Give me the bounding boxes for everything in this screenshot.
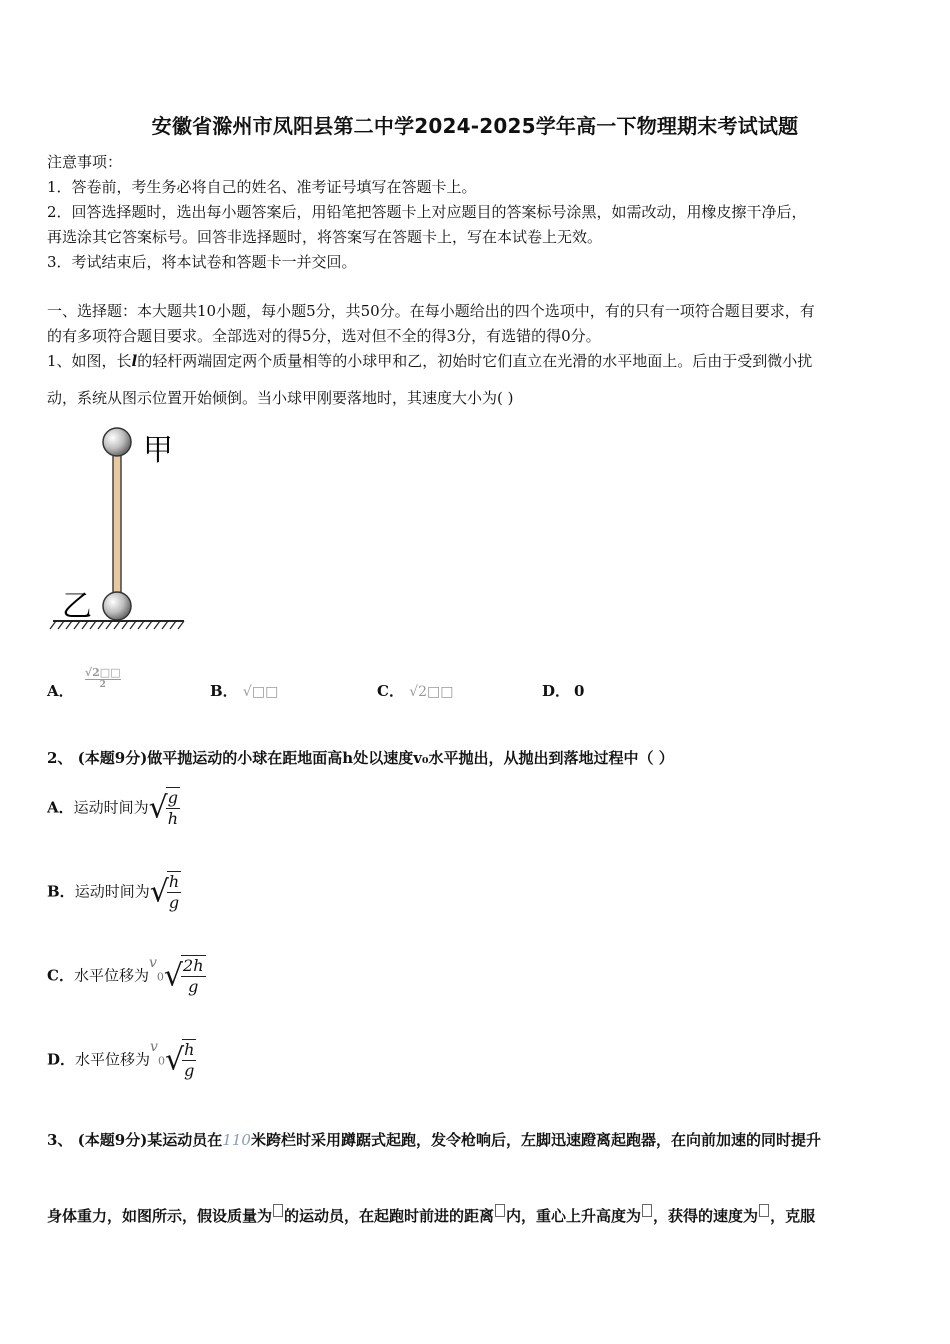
q3-stem-line1: 3、 (本题9分)某运动员在110米跨栏时采用蹲踞式起跑，发令枪响后，左脚迅速蹬离起跑器，在向前加速的同时提升: [47, 1131, 821, 1149]
label-yi: 乙: [62, 589, 92, 624]
q1-option-d[interactable]: D． 0: [542, 682, 585, 700]
notice-item: 再选涂其它答案标号。回答非选择题时，将答案写在答题卡上，写在本试卷上无效。: [47, 228, 603, 246]
q1-stem-line1: 1、如图，长l的轻杆两端固定两个质量相等的小球甲和乙，初始时它们直立在光滑的水平地面上。后由于受到微小扰: [47, 352, 813, 370]
notice-item: 3．考试结束后，将本试卷和答题卡一并交回。: [47, 253, 357, 271]
q1-option-b[interactable]: B． √□□: [210, 682, 279, 700]
q2-option-c[interactable]: C．水平位移为v0√ $\frac{2h}{g}$: [47, 955, 204, 996]
section-instruction: 的有多项符合题目要求。全部选对的得5分，选对但不全的得3分，有选错的得0分。: [47, 327, 601, 345]
q3-stem-line2: 身体重力，如图所示，假设质量为 的运动员，在起跑时前进的距离 内，重心上升高度为 ，获得的速度为 ，克服: [47, 1204, 815, 1229]
q2-stem: 2、 (本题9分)做平抛运动的小球在距地面高h处以速度v₀水平抛出，从抛出到落地过程中（ ）: [47, 749, 674, 767]
q1-figure: [48, 420, 198, 640]
rod: [113, 448, 121, 608]
q1-option-c[interactable]: C． √2□□: [377, 682, 454, 700]
q2-option-a[interactable]: A．运动时间为√ $\frac{g}{h}$: [47, 788, 179, 828]
notice-heading: 注意事项：: [47, 153, 123, 171]
notice-item: 1．答卷前，考生务必将自己的姓名、准考证号填写在答题卡上。: [47, 178, 477, 196]
notice-item: 2．回答选择题时，选出每小题答案后，用铅笔把答题卡上对应题目的答案标号涂黑，如需改动，用橡皮擦干净后，: [47, 203, 807, 221]
page-title: 安徽省滁州市凤阳县第二中学2024-2025学年高一下物理期末考试试题: [151, 114, 799, 138]
ball-yi: [103, 592, 131, 620]
ball-jia: [103, 428, 131, 456]
q1-option-a[interactable]: A． √2□□ 2: [47, 666, 121, 700]
q2-option-d[interactable]: D．水平位移为v0√ $\frac{h}{g}$: [47, 1039, 195, 1080]
label-jia: 甲: [143, 433, 173, 468]
q2-option-b[interactable]: B．运动时间为√ $\frac{h}{g}$: [47, 872, 180, 912]
q1-stem-line2: 动，系统从图示位置开始倾倒。当小球甲刚要落地时，其速度大小为( ): [47, 389, 514, 407]
section-instruction: 一、选择题：本大题共10小题，每小题5分，共50分。在每小题给出的四个选项中，有的只有一项符合题目要求，有: [47, 302, 815, 320]
